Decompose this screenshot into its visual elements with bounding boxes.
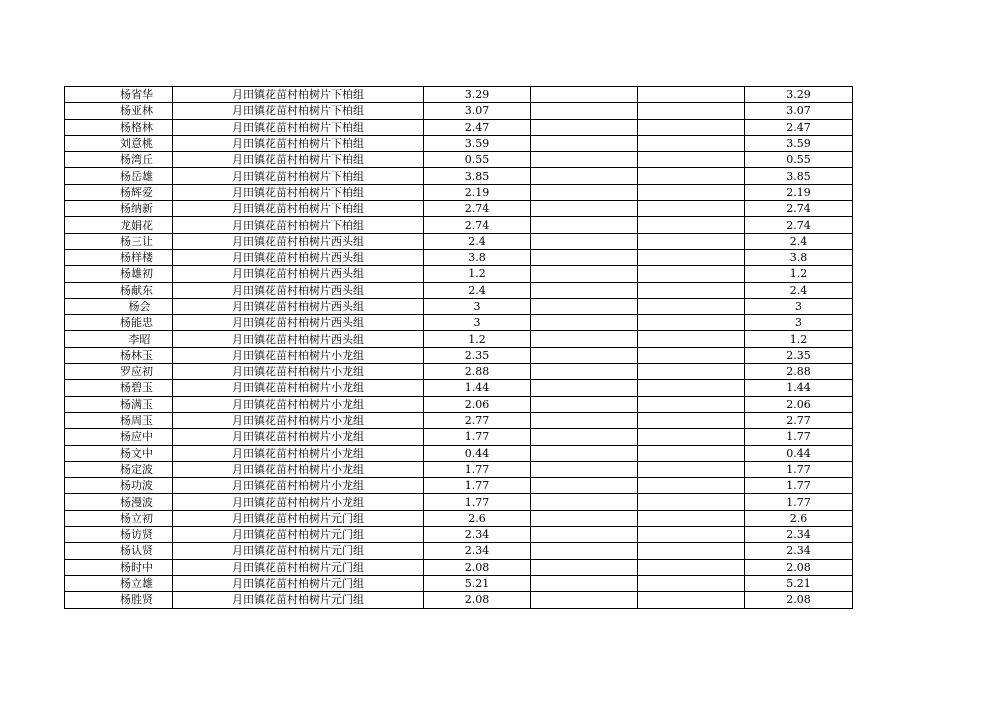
total-cell: 2.88: [745, 364, 853, 380]
total-cell: 2.08: [745, 592, 853, 608]
table-row: [65, 445, 853, 461]
name-cell: 杨满玉: [65, 396, 173, 412]
total-cell: 3.8: [745, 249, 853, 265]
name-cell: 杨时中: [65, 559, 173, 575]
area-cell: 1.2: [424, 331, 531, 347]
name-cell: 杨会: [65, 298, 173, 314]
total-cell: 1.77: [745, 494, 853, 510]
empty-cell: [531, 494, 638, 510]
empty-cell: [531, 429, 638, 445]
total-cell: 0.55: [745, 152, 853, 168]
empty-cell: [531, 412, 638, 428]
name-cell: 杨文中: [65, 445, 173, 461]
name-cell: 杨辉爱: [65, 184, 173, 200]
area-cell: 2.74: [424, 217, 531, 233]
area-cell: 1.77: [424, 429, 531, 445]
empty-cell: [638, 87, 745, 103]
name-cell: 杨献东: [65, 282, 173, 298]
area-cell: 2.88: [424, 364, 531, 380]
name-cell: 杨碧玉: [65, 380, 173, 396]
name-cell: 杨认贤: [65, 543, 173, 559]
empty-cell: [638, 315, 745, 331]
table-row: [65, 364, 853, 380]
empty-cell: [638, 266, 745, 282]
table-row: [65, 494, 853, 510]
area-cell: 0.55: [424, 152, 531, 168]
table-row: [65, 592, 853, 608]
table-row: [65, 168, 853, 184]
empty-cell: [638, 135, 745, 151]
group-cell: 月田镇花苗村柏树片小龙组: [173, 494, 424, 510]
group-cell: 月田镇花苗村柏树片小龙组: [173, 347, 424, 363]
empty-cell: [638, 478, 745, 494]
area-cell: 5.21: [424, 575, 531, 591]
empty-cell: [638, 429, 745, 445]
name-cell: 杨应中: [65, 429, 173, 445]
total-cell: 2.6: [745, 510, 853, 526]
total-cell: 2.06: [745, 396, 853, 412]
empty-cell: [531, 315, 638, 331]
area-cell: 3.59: [424, 135, 531, 151]
table-row: [65, 135, 853, 151]
table-row: [65, 119, 853, 135]
empty-cell: [531, 478, 638, 494]
table-row: [65, 184, 853, 200]
empty-cell: [638, 559, 745, 575]
group-cell: 月田镇花苗村柏树片下柏组: [173, 135, 424, 151]
name-cell: 杨三让: [65, 233, 173, 249]
empty-cell: [531, 445, 638, 461]
empty-cell: [638, 380, 745, 396]
name-cell: 杨定波: [65, 461, 173, 477]
group-cell: 月田镇花苗村柏树片西头组: [173, 315, 424, 331]
group-cell: 月田镇花苗村柏树片元门组: [173, 559, 424, 575]
area-cell: 2.77: [424, 412, 531, 428]
empty-cell: [638, 331, 745, 347]
area-cell: 2.08: [424, 592, 531, 608]
empty-cell: [531, 249, 638, 265]
total-cell: 2.34: [745, 543, 853, 559]
empty-cell: [531, 217, 638, 233]
empty-cell: [638, 298, 745, 314]
table-row: [65, 266, 853, 282]
empty-cell: [638, 461, 745, 477]
name-cell: 杨岳雄: [65, 168, 173, 184]
empty-cell: [531, 592, 638, 608]
table-row: [65, 315, 853, 331]
table-row: [65, 412, 853, 428]
group-cell: 月田镇花苗村柏树片元门组: [173, 527, 424, 543]
table-row: [65, 478, 853, 494]
table-row: [65, 429, 853, 445]
empty-cell: [638, 527, 745, 543]
table-row: [65, 87, 853, 103]
total-cell: 3: [745, 298, 853, 314]
table-row: [65, 217, 853, 233]
group-cell: 月田镇花苗村柏树片小龙组: [173, 380, 424, 396]
name-cell: 杨立雄: [65, 575, 173, 591]
name-cell: 杨漫波: [65, 494, 173, 510]
empty-cell: [638, 364, 745, 380]
group-cell: 月田镇花苗村柏树片西头组: [173, 249, 424, 265]
empty-cell: [531, 266, 638, 282]
area-cell: 1.77: [424, 461, 531, 477]
area-cell: 2.74: [424, 201, 531, 217]
name-cell: 杨周玉: [65, 412, 173, 428]
total-cell: 1.77: [745, 478, 853, 494]
group-cell: 月田镇花苗村柏树片小龙组: [173, 445, 424, 461]
empty-cell: [531, 347, 638, 363]
group-cell: 月田镇花苗村柏树片小龙组: [173, 461, 424, 477]
table-row: [65, 152, 853, 168]
empty-cell: [531, 559, 638, 575]
name-cell: 杨立初: [65, 510, 173, 526]
table-body: [65, 87, 853, 609]
name-cell: 李昭: [65, 331, 173, 347]
group-cell: 月田镇花苗村柏树片下柏组: [173, 152, 424, 168]
empty-cell: [638, 168, 745, 184]
group-cell: 月田镇花苗村柏树片元门组: [173, 510, 424, 526]
empty-cell: [531, 119, 638, 135]
area-cell: 0.44: [424, 445, 531, 461]
table-row: [65, 543, 853, 559]
empty-cell: [638, 201, 745, 217]
area-cell: 2.4: [424, 233, 531, 249]
empty-cell: [638, 103, 745, 119]
table-row: [65, 510, 853, 526]
empty-cell: [531, 510, 638, 526]
name-cell: 杨胜贤: [65, 592, 173, 608]
empty-cell: [638, 249, 745, 265]
total-cell: 5.21: [745, 575, 853, 591]
group-cell: 月田镇花苗村柏树片小龙组: [173, 412, 424, 428]
area-cell: 2.34: [424, 527, 531, 543]
group-cell: 月田镇花苗村柏树片小龙组: [173, 396, 424, 412]
area-cell: 3: [424, 315, 531, 331]
table-row: [65, 461, 853, 477]
total-cell: 2.47: [745, 119, 853, 135]
empty-cell: [531, 543, 638, 559]
empty-cell: [638, 217, 745, 233]
area-cell: 2.6: [424, 510, 531, 526]
empty-cell: [638, 494, 745, 510]
name-cell: 杨格林: [65, 119, 173, 135]
area-cell: 2.08: [424, 559, 531, 575]
empty-cell: [638, 347, 745, 363]
name-cell: 杨亚林: [65, 103, 173, 119]
empty-cell: [638, 119, 745, 135]
total-cell: 1.2: [745, 266, 853, 282]
empty-cell: [531, 298, 638, 314]
total-cell: 3: [745, 315, 853, 331]
table-row: [65, 396, 853, 412]
table-row: [65, 347, 853, 363]
total-cell: 1.44: [745, 380, 853, 396]
area-cell: 2.34: [424, 543, 531, 559]
group-cell: 月田镇花苗村柏树片小龙组: [173, 478, 424, 494]
group-cell: 月田镇花苗村柏树片小龙组: [173, 429, 424, 445]
table-row: [65, 331, 853, 347]
table-row: [65, 527, 853, 543]
group-cell: 月田镇花苗村柏树片下柏组: [173, 87, 424, 103]
name-cell: 杨纳新: [65, 201, 173, 217]
empty-cell: [531, 331, 638, 347]
group-cell: 月田镇花苗村柏树片元门组: [173, 575, 424, 591]
total-cell: 2.19: [745, 184, 853, 200]
area-cell: 3: [424, 298, 531, 314]
total-cell: 3.07: [745, 103, 853, 119]
empty-cell: [638, 396, 745, 412]
total-cell: 3.85: [745, 168, 853, 184]
empty-cell: [638, 445, 745, 461]
empty-cell: [638, 412, 745, 428]
total-cell: 3.29: [745, 87, 853, 103]
empty-cell: [531, 184, 638, 200]
total-cell: 2.08: [745, 559, 853, 575]
group-cell: 月田镇花苗村柏树片下柏组: [173, 119, 424, 135]
empty-cell: [531, 135, 638, 151]
empty-cell: [531, 201, 638, 217]
empty-cell: [531, 152, 638, 168]
area-cell: 3.8: [424, 249, 531, 265]
empty-cell: [531, 168, 638, 184]
total-cell: 2.35: [745, 347, 853, 363]
empty-cell: [531, 233, 638, 249]
empty-cell: [531, 103, 638, 119]
empty-cell: [638, 510, 745, 526]
empty-cell: [531, 461, 638, 477]
area-cell: 1.44: [424, 380, 531, 396]
group-cell: 月田镇花苗村柏树片西头组: [173, 266, 424, 282]
empty-cell: [531, 575, 638, 591]
name-cell: 杨省华: [65, 87, 173, 103]
area-cell: 1.77: [424, 478, 531, 494]
group-cell: 月田镇花苗村柏树片下柏组: [173, 217, 424, 233]
total-cell: 2.77: [745, 412, 853, 428]
total-cell: 3.59: [745, 135, 853, 151]
table-row: [65, 103, 853, 119]
group-cell: 月田镇花苗村柏树片西头组: [173, 233, 424, 249]
empty-cell: [638, 184, 745, 200]
group-cell: 月田镇花苗村柏树片西头组: [173, 298, 424, 314]
name-cell: 杨雄初: [65, 266, 173, 282]
table-row: [65, 201, 853, 217]
area-cell: 2.47: [424, 119, 531, 135]
name-cell: 杨能忠: [65, 315, 173, 331]
name-cell: 刘意桃: [65, 135, 173, 151]
group-cell: 月田镇花苗村柏树片下柏组: [173, 168, 424, 184]
name-cell: 杨湾丘: [65, 152, 173, 168]
empty-cell: [638, 233, 745, 249]
table-row: [65, 380, 853, 396]
group-cell: 月田镇花苗村柏树片西头组: [173, 282, 424, 298]
group-cell: 月田镇花苗村柏树片下柏组: [173, 103, 424, 119]
name-cell: 杨访贤: [65, 527, 173, 543]
total-cell: 2.4: [745, 233, 853, 249]
table-row: [65, 298, 853, 314]
empty-cell: [531, 396, 638, 412]
empty-cell: [638, 575, 745, 591]
empty-cell: [531, 87, 638, 103]
area-cell: 2.4: [424, 282, 531, 298]
total-cell: 2.34: [745, 527, 853, 543]
empty-cell: [638, 543, 745, 559]
table-row: [65, 233, 853, 249]
total-cell: 2.74: [745, 217, 853, 233]
group-cell: 月田镇花苗村柏树片下柏组: [173, 201, 424, 217]
area-cell: 2.19: [424, 184, 531, 200]
area-cell: 3.07: [424, 103, 531, 119]
empty-cell: [531, 282, 638, 298]
total-cell: 2.74: [745, 201, 853, 217]
table-row: [65, 575, 853, 591]
total-cell: 1.77: [745, 429, 853, 445]
name-cell: 杨功波: [65, 478, 173, 494]
area-cell: 3.29: [424, 87, 531, 103]
group-cell: 月田镇花苗村柏树片小龙组: [173, 364, 424, 380]
empty-cell: [638, 282, 745, 298]
table-row: [65, 249, 853, 265]
total-cell: 0.44: [745, 445, 853, 461]
table-row: [65, 282, 853, 298]
name-cell: 杨林玉: [65, 347, 173, 363]
area-cell: 2.06: [424, 396, 531, 412]
name-cell: 罗应初: [65, 364, 173, 380]
empty-cell: [531, 364, 638, 380]
empty-cell: [531, 380, 638, 396]
empty-cell: [531, 527, 638, 543]
empty-cell: [638, 592, 745, 608]
total-cell: 1.2: [745, 331, 853, 347]
spreadsheet-table: [64, 86, 853, 609]
area-cell: 3.85: [424, 168, 531, 184]
group-cell: 月田镇花苗村柏树片元门组: [173, 592, 424, 608]
empty-cell: [638, 152, 745, 168]
area-cell: 2.35: [424, 347, 531, 363]
group-cell: 月田镇花苗村柏树片下柏组: [173, 184, 424, 200]
table-row: [65, 559, 853, 575]
name-cell: 杨样楼: [65, 249, 173, 265]
area-cell: 1.2: [424, 266, 531, 282]
total-cell: 2.4: [745, 282, 853, 298]
group-cell: 月田镇花苗村柏树片西头组: [173, 331, 424, 347]
area-cell: 1.77: [424, 494, 531, 510]
group-cell: 月田镇花苗村柏树片元门组: [173, 543, 424, 559]
name-cell: 龙娟花: [65, 217, 173, 233]
total-cell: 1.77: [745, 461, 853, 477]
